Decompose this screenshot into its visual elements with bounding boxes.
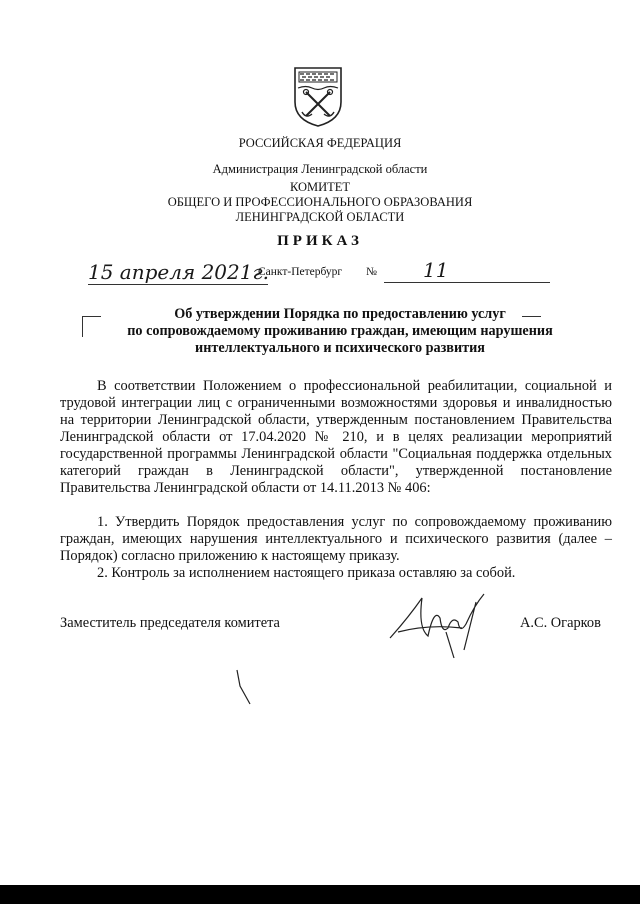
signatory-name: А.С. Огарков [520,615,601,631]
order-title-line-2: по сопровождаемому проживанию граждан, имеющим нарушения [127,323,553,339]
signatory-position: Заместитель председателя комитета [60,615,280,631]
preamble-paragraph: В соответствии Положением о профессиональной реабилитации, социальной и трудовой интеграции лиц с ограниченными возможностями здоровья и инвалидностью на территории Ленинградской области, утвержденным постановлением Правительства Ленинградской области от 17.04.2020 № 210, и в целях реализации мероприятий государственной программы Ленинградской области "Социальная поддержка отдельных категорий граждан в Ленинградской области", утвержденной постановление Правительства Ленинградской области от 14.11.2013 № 406: [60,378,612,496]
document-type-heading: ПРИКАЗ [277,233,363,249]
number-underline [384,262,550,283]
order-item-2: 2. Контроль за исполнением настоящего приказа оставляю за собой. [97,565,516,581]
number-label: № [366,266,377,278]
order-title [60,306,620,357]
pen-mark [234,668,254,708]
handwritten-number: 11 [423,258,449,282]
scan-edge-bar [0,885,640,904]
handwritten-signature [388,588,498,660]
city-name: Санкт-Петербург [258,266,343,278]
administration-name: Администрация Ленинградской области [212,162,428,176]
handwritten-date: 15 апреля 2021г. [88,260,269,284]
country-name: РОССИЙСКАЯ ФЕДЕРАЦИЯ [238,136,402,150]
coat-of-arms-emblem [292,64,344,128]
committee-line-3: ЛЕНИНГРАДСКОЙ ОБЛАСТИ [235,210,405,224]
order-item-1: 1. Утвердить Порядок предоставления услуг по сопровождаемому проживанию граждан, имеющих нарушения интеллектуального и психического развития (далее – Порядок) согласно приложению к настоящему приказу. [60,514,612,564]
committee-line-1: КОМИТЕТ [289,180,351,194]
committee-line-2: ОБЩЕГО И ПРОФЕССИОНАЛЬНОГО ОБРАЗОВАНИЯ [167,195,473,209]
order-title-line-3: интеллектуального и психического развития [195,340,485,356]
order-title-line-1: Об утверждении Порядка по предоставлению услуг [174,306,506,322]
